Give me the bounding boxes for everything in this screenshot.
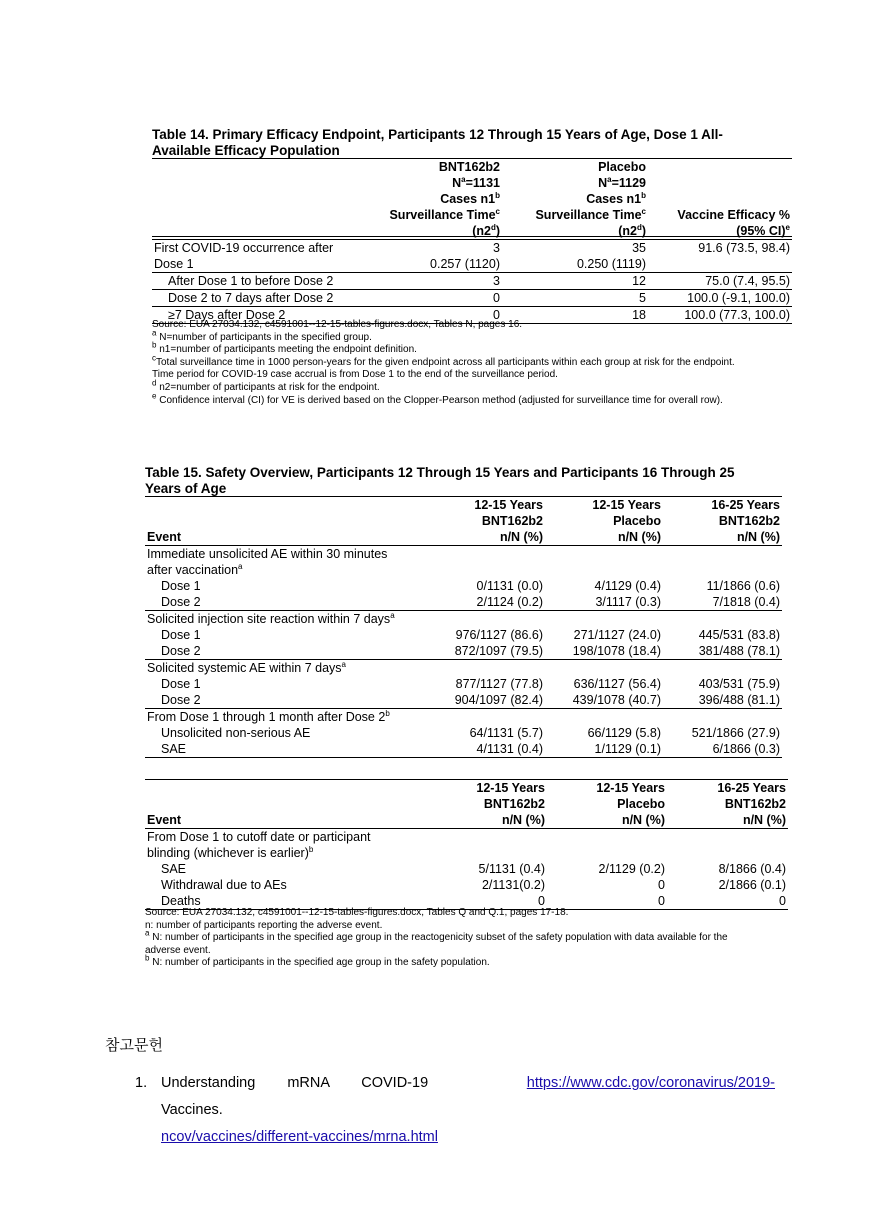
table-row: Withdrawal due to AEs 2/1131(0.2) 0 2/1866 (0.1) — [161, 878, 786, 892]
reference-text: Understanding mRNA COVID-19 Vaccines. — [161, 1075, 429, 1118]
note: Source: EUA 27034.132, c4591001--12-15-tables-figures.docx, Tables Q and Q.1, pages 17-18. — [145, 907, 569, 918]
note: Source: EUA 27034.132, c4591001--12-15-tables-figures.docx, Tables N, pages 16. — [152, 319, 523, 330]
table-row: Dose 1 0.257 (1120) 0.250 (1119) — [154, 257, 646, 271]
t15b-event-head: Event — [145, 780, 427, 829]
table-row: First COVID-19 occurrence after 3 35 91.6 (73.5, 98.4) — [154, 241, 790, 255]
t14-head-divider — [152, 236, 792, 237]
note: $^b$ N: number of participants in the specified age group in the safety population. — [145, 954, 490, 969]
table-row: SAE 4/1131 (0.4) 1/1129 (0.1) 6/1866 (0.3) — [145, 741, 782, 758]
table15-head-row — [145, 497, 782, 546]
t15-col2-head: 12-15 Years Placebo n/N (%) — [545, 497, 663, 546]
t15-event-head: Event — [145, 497, 427, 546]
table-row: ≥7 Days after Dose 2 0 18 100.0 (77.3, 100.0) — [152, 307, 792, 324]
section-title-row: Immediate unsolicited AE within 30 minutes after vaccination$^a$ — [147, 547, 388, 577]
note: $^a$ N: number of participants in the specified age group in the reactogenicity subset of the safety population with data available for the — [145, 928, 728, 944]
table-row: Dose 1 877/1127 (77.8) 636/1127 (56.4) 403/531 (75.9) — [161, 677, 780, 691]
t14-bnt-head: BNT162b2 $N^a=1131$ Cases n1$^b$ Surveillance Time$^c$ (n2$^d$) — [368, 159, 502, 240]
note: Time period for COVID-19 case accrual is from Dose 1 to the end of the surveillance period. — [152, 369, 558, 381]
table-row: Dose 2 2/1124 (0.2) 3/1117 (0.3) 7/1818 (0.4) — [161, 595, 780, 609]
table-row: Dose 2 904/1097 (82.4) 439/1078 (40.7) 396/488 (81.1) — [161, 693, 780, 707]
section-title-row: From Dose 1 to cutoff date or participant blinding (whichever is earlier)$^b$ — [147, 830, 371, 860]
t14-placebo-head: Placebo $N^a=1129$ Cases n1$^b$ Surveillance Time$^c$ (n2$^d$) — [502, 159, 648, 240]
note: $^d$ n2=number of participants at risk for the endpoint. — [152, 378, 380, 393]
table15 — [145, 496, 782, 758]
table14-title: Table 14. Primary Efficacy Endpoint, Participants 12 Through 15 Years of Age, Dose 1 All- Available Efficacy Population — [152, 127, 723, 158]
t15b-col3-head: 16-25 Years BNT162b2 n/N (%) — [667, 780, 788, 829]
table14-notes — [152, 319, 812, 407]
table-row: Dose 2 872/1097 (79.5) 198/1078 (18.4) 381/488 (78.1) — [161, 644, 780, 658]
reference-number: 1. — [135, 1075, 148, 1091]
t14-ve-head: Vaccine Efficacy % (95% CI)$^e$ — [648, 159, 792, 240]
references-heading: 참고문헌 — [105, 1036, 163, 1054]
table15-title: Table 15. Safety Overview, Participants 12 Through 15 Years and Participants 16 Through 25 Years of Age — [145, 465, 735, 496]
reference-link[interactable]: https://www.cdc.gov/coronavirus/2019- — [526, 1075, 775, 1091]
t15b-col1-head: 12-15 Years BNT162b2 n/N (%) — [427, 780, 547, 829]
table-row: SAE 5/1131 (0.4) 2/1129 (0.2) 8/1866 (0.4) — [161, 862, 786, 876]
table-row: After Dose 1 to before Dose 2 3 12 75.0 (7.4, 95.5) — [152, 273, 792, 290]
table15-continued — [145, 779, 788, 910]
table15b-head-row — [145, 780, 788, 829]
table-row: Dose 2 to 7 days after Dose 2 0 5 100.0 (-9.1, 100.0) — [152, 290, 792, 307]
note: $^b$ n1=number of participants meeting the endpoint definition. — [152, 340, 417, 356]
table-row: Deaths 0 0 0 — [145, 893, 788, 910]
section-title-row: Solicited injection site reaction within 7 days$^a$ — [145, 611, 782, 628]
reference-link-continued[interactable]: ncov/vaccines/different-vaccines/mrna.html — [161, 1129, 438, 1145]
table-row: Unsolicited non-serious AE 64/1131 (5.7) 66/1129 (5.8) 521/1866 (27.9) — [161, 726, 780, 740]
table14-head-row — [152, 159, 792, 240]
note: $^c$Total surveillance time in 1000 person-years for the given endpoint across all participants within each group at risk for the endpoint. — [152, 353, 735, 368]
note: n: number of participants reporting the adverse event. — [145, 919, 383, 931]
t15b-col2-head: 12-15 Years Placebo n/N (%) — [547, 780, 667, 829]
table15-notes — [145, 907, 805, 970]
section-title-row: Solicited systemic AE within 7 days$^a$ — [145, 660, 782, 677]
t15-col1-head: 12-15 Years BNT162b2 n/N (%) — [427, 497, 545, 546]
table-row: Dose 1 976/1127 (86.6) 271/1127 (24.0) 445/531 (83.8) — [161, 628, 780, 642]
table14 — [152, 158, 792, 324]
section-title-row: From Dose 1 through 1 month after Dose 2$^b$ — [145, 709, 782, 726]
note: adverse event. — [145, 944, 211, 956]
note: $^a$ N=number of participants in the specified group. — [152, 328, 372, 343]
table-row: Dose 1 0/1131 (0.0) 4/1129 (0.4) 11/1866 (0.6) — [161, 579, 780, 593]
t15-col3-head: 16-25 Years BNT162b2 n/N (%) — [663, 497, 782, 546]
reference-item — [135, 1070, 775, 1151]
note: $^e$ Confidence interval (CI) for VE is derived based on the Clopper-Pearson method (adjusted for surveillance time for overall row). — [152, 391, 723, 406]
